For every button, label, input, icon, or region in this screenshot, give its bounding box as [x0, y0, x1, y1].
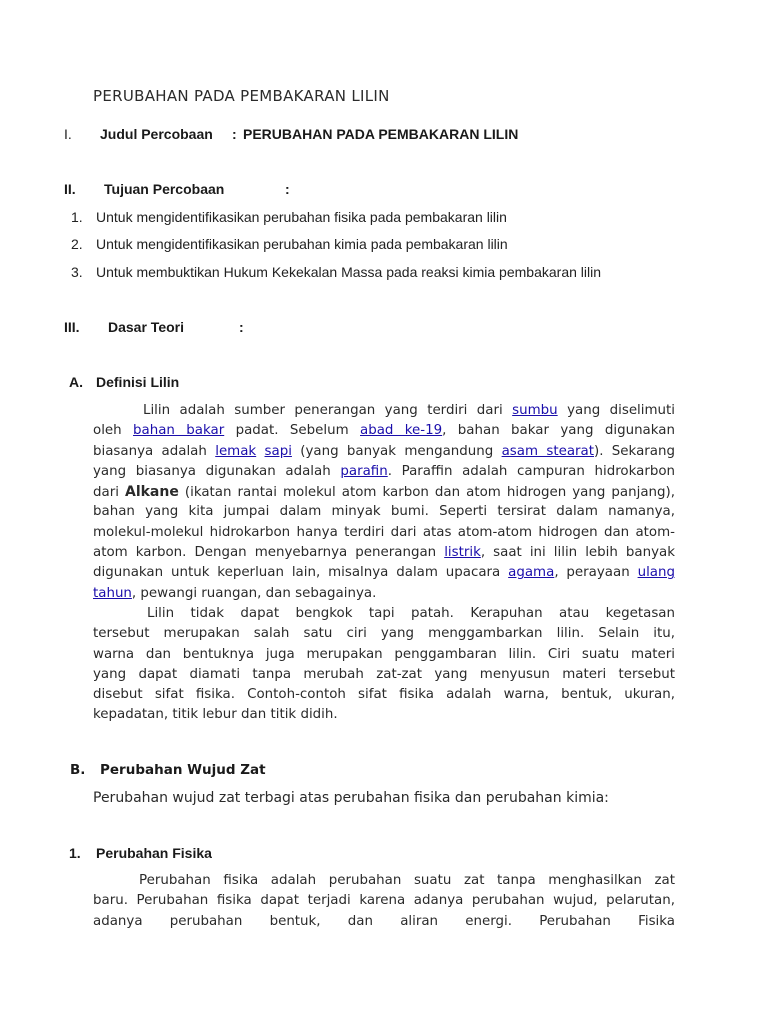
link-sapi[interactable]: sapi	[264, 443, 292, 459]
subsection-b-text: Perubahan wujud zat terbagi atas perubahan fisika dan perubahan kimia:	[93, 790, 609, 806]
subsection-a-label: Definisi Lilin	[96, 374, 180, 390]
link-bahan-bakar[interactable]: bahan bakar	[133, 423, 225, 439]
definition-paragraph-1: Lilin adalah sumber penerangan yang terdiri dari sumbu yang diselimuti oleh bahan bakar padat. Sebelum abad ke-19, bahan bakar yang digunakan biasanya adalah lemak sapi (yang banyak mengandung asam stearat). Sekarang yang biasanya digunakan adalah parafin. Paraffin adalah campuran hidrokarbon dari Alkane (ikatan rantai molekul atom karbon dan atom hidrogen yang panjang), bahan yang kita jumpai dalam minyak bumi. Seperti tersirat dalam namanya, molekul-molekul hidrokarbon hanya terdiri dari atas atom-atom hidrogen dan atom- atom karbon. Dengan menyebarnya penerangan listrik, saat ini lilin lebih banyak digunakan untuk keperluan lain, misalnya dalam upacara agama, perayaan ulang tahun, pewangi ruangan, dan sebagainya.	[93, 403, 676, 601]
subsection-1-label: Perubahan Fisika	[96, 845, 212, 861]
section-1-label: Judul Percobaan	[100, 126, 213, 142]
alkane-term: Alkane	[124, 484, 179, 501]
link-ulang-tahun-part2[interactable]: tahun	[93, 585, 132, 601]
section-3-separator: :	[239, 319, 244, 335]
section-2-separator: :	[285, 181, 290, 197]
definition-paragraph-2: Lilin tidak dapat bengkok tapi patah. Kerapuhan atau kegetasan tersebut merupakan salah satu ciri yang menggambarkan lilin. Selain itu, warna dan bentuknya juga merupakan penggambaran lilin. Ciri suatu materi yang dapat diamati tanpa merubah zat-zat yang menyusun materi tersebut disebut sifat fisika. Contoh-contoh sifat fisika adalah warna, bentuk, ukuran, kepadatan, titik lebur dan titik didih.	[93, 606, 675, 723]
section-1-number: I.	[64, 126, 72, 142]
objective-3-number: 3.	[71, 264, 83, 280]
link-asam-stearat[interactable]: asam stearat	[501, 443, 594, 459]
subsection-b-label: Perubahan Wujud Zat	[100, 762, 266, 778]
subsection-a-number: A.	[69, 374, 83, 390]
link-parafin[interactable]: parafin	[340, 463, 388, 479]
section-1-value: PERUBAHAN PADA PEMBAKARAN LILIN	[243, 126, 519, 142]
section-1-separator: :	[232, 126, 237, 142]
section-2-number: II.	[64, 181, 76, 197]
subsection-b-number: B.	[70, 762, 86, 778]
objective-2-number: 2.	[71, 236, 83, 252]
section-3-label: Dasar Teori	[108, 319, 184, 335]
objective-1-number: 1.	[71, 209, 83, 225]
objective-2-text: Untuk mengidentifikasikan perubahan kimia pada pembakaran lilin	[96, 236, 508, 252]
section-3-number: III.	[64, 319, 80, 335]
physical-change-paragraph: Perubahan fisika adalah perubahan suatu zat tanpa menghasilkan zat baru. Perubahan fisika dapat terjadi karena adanya perubahan wujud, pelarutan, adanya perubahan bentuk, dan aliran energi. Perubahan Fisika	[93, 873, 675, 929]
subsection-1-number: 1.	[69, 845, 81, 861]
section-2-label: Tujuan Percobaan	[104, 181, 225, 197]
link-ulang-tahun-part1[interactable]: ulang	[637, 565, 675, 581]
link-listrik[interactable]: listrik	[444, 545, 481, 561]
link-agama[interactable]: agama	[508, 565, 555, 581]
objective-1-text: Untuk mengidentifikasikan perubahan fisika pada pembakaran lilin	[96, 209, 507, 225]
link-lemak[interactable]: lemak	[215, 443, 257, 459]
objective-3-text: Untuk membuktikan Hukum Kekekalan Massa pada reaksi kimia pembakaran lilin	[96, 264, 602, 280]
link-sumbu[interactable]: sumbu	[512, 403, 558, 418]
link-abad-ke-19[interactable]: abad ke-19	[360, 423, 443, 439]
page-title: PERUBAHAN PADA PEMBAKARAN LILIN	[93, 87, 390, 105]
